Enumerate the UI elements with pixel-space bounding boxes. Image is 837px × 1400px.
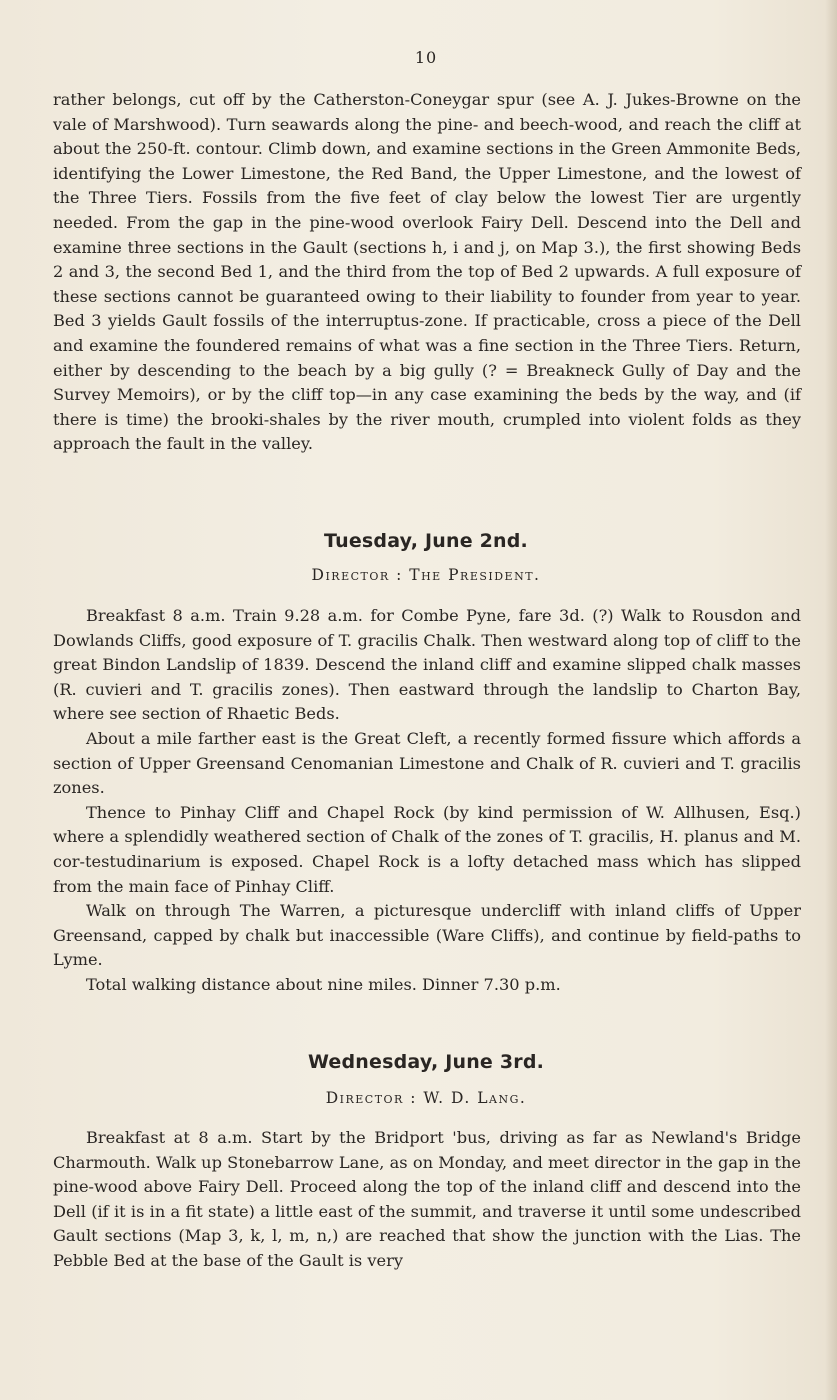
wednesday-director: Director : W. D. Lang. (325, 1089, 527, 1107)
tuesday-paragraph-1: Breakfast 8 a.m. Train 9.28 a.m. for Combe Pyne, fare 3d. (?) Walk to Rousdon and Dowlands Cliffs, good exposure of T. gracilis Chalk. Then westward along top of cliff to the great Bindon Landslip of 1839. Descend the inland cliff and examine slipped chalk masses (R. cuvieri and T. gracilis zones). Then eastward through the landslip to Charton Bay, where see section of Rhaetic Beds. (53, 606, 801, 724)
tuesday-heading: Tuesday, June 2nd. (324, 530, 528, 552)
tuesday-paragraph-4: Walk on through The Warren, a picturesque undercliff with inland cliffs of Upper Greensand, capped by chalk but inaccessible (Ware Cliffs), and continue by field-paths to Lyme. (53, 901, 801, 970)
wednesday-section (53, 1126, 801, 1274)
tuesday-paragraph-2: About a mile farther east is the Great Cleft, a recently formed fissure which affords a section of Upper Greensand Cenomanian Limestone and Chalk of R. cuvieri and T. gracilis zones. (53, 728, 801, 798)
page-edge-shadow (825, 0, 837, 1400)
tuesday-paragraph-3: Thence to Pinhay Cliff and Chapel Rock (by kind permission of W. Allhusen, Esq.) where a splendidly weathered section of Chalk of the zones of T. gracilis, H. planus and M. cor-testudinarium is exposed. Chapel Rock is a lofty detached mass which has slipped from the main face of Pinhay Cliff. (53, 802, 801, 896)
page-number: 10 (414, 48, 438, 67)
wednesday-paragraph: Breakfast at 8 a.m. Start by the Bridport 'bus, driving as far as Newland's Bridge Charmouth. Walk up Stonebarrow Lane, as on Monday, and meet director in the gap in the pine-wood above Fairy Dell. Proceed along the top of the inland cliff and descend into the Dell (if it is in a fit state) a little east of the summit, and traverse it until some undescribed Gault sections (Map 3, k, l, m, n,) are reached that show the junction with the Lias. The Pebble Bed at the base of the Gault is very (53, 1128, 801, 1270)
tuesday-paragraph-5: Total walking distance about nine miles. Dinner 7.30 p.m. (86, 974, 561, 994)
tuesday-section (53, 604, 801, 998)
tuesday-director: Director : The President. (311, 566, 541, 584)
intro-section (53, 88, 801, 457)
intro-paragraph: rather belongs, cut off by the Catherston-Coneygar spur (see A. J. Jukes-Browne on the vale of Marshwood). Turn seawards along the pine- and beech-wood, and reach the cliff at about the 250-ft. contour. Climb down, and examine sections in the Green Ammonite Beds, identifying the Lower Limestone, the Red Band, the Upper Limestone, and the lowest of the Three Tiers. Fossils from the five feet of clay below the lowest Tier are urgently needed. From the gap in the pine-wood overlook Fairy Dell. Descend into the Dell and examine three sections in the Gault (sections h, i and j, on Map 3.), the first showing Beds 2 and 3, the second Bed 1, and the third from the top of Bed 2 upwards. A full exposure of these sections cannot be guaranteed owing to their liability to founder from year to year. Bed 3 yields Gault fossils of the interruptus-zone. If practicable, cross a piece of the Dell and examine the foundered remains of what was a fine section in the Three Tiers. Return, either by descending to the beach by a big gully (? = Breakneck Gully of Day and the Survey Memoirs), or by the cliff top—in any case examining the beds by the way, and (if there is time) the brooki-shales by the river mouth, crumpled into violent folds as they approach the fault in the valley. (53, 90, 801, 454)
wednesday-heading: Wednesday, June 3rd. (307, 1051, 545, 1073)
